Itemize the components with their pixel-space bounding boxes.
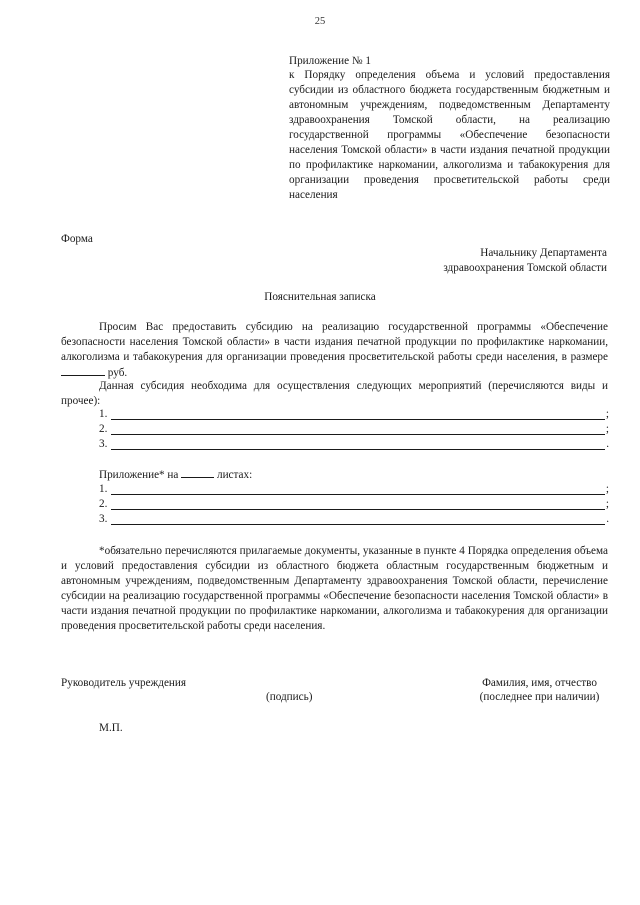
activities-paragraph: Данная субсидия необходима для осуществления следующих мероприятий (перечисляются виды и прочее): [61,380,608,407]
signature-caption: (подпись) [266,691,313,703]
activity-row[interactable] [99,437,609,452]
activity-row-punct: ; [605,408,609,420]
addressee-line-1: Начальнику Департамента [480,247,607,259]
attachment-row-blank[interactable] [111,483,605,495]
appendix-text: к Порядку определения объема и условий предоставления субсидии из областного бюджета государственным бюджетным и автономным учреждениям, подведомственным Департаменту здравоохранения Томской области, на реализацию государственной программы «Обеспечение безопасности населения Томской области» в части издания печатной продукции по профилактике наркомании, алкоголизма и табакокурения для организации проведения просветительской работы среди населения [289,69,610,201]
attachment-row-punct: . [606,513,609,525]
stamp-place: М.П. [99,722,123,734]
attachment-line [99,467,252,483]
form-label: Форма [61,233,93,245]
activity-row-punct: ; [605,423,609,435]
amount-blank[interactable] [61,365,105,376]
attachment-row[interactable] [99,497,609,512]
attachment-row[interactable] [99,512,609,527]
activity-row-number: 2. [99,423,108,435]
page-number: 25 [314,16,326,27]
appendix-title: Приложение № 1 [289,55,371,67]
attachment-row-punct: ; [605,483,609,495]
attachment-row[interactable] [99,482,609,497]
activity-row-blank[interactable] [111,423,605,435]
attachment-row-blank[interactable] [111,498,605,510]
activity-row-number: 1. [99,408,108,420]
activity-row[interactable] [99,422,609,437]
activity-row[interactable] [99,407,609,422]
addressee-line-2: здравоохранения Томской области [443,262,607,274]
attachment-row-number: 3. [99,513,108,525]
attachment-row-number: 1. [99,483,108,495]
head-label: Руководитель учреждения [61,677,187,689]
document-title: Пояснительная записка [264,291,376,303]
attachment-prefix: Приложение* на [99,469,182,481]
activity-row-blank[interactable] [111,438,605,450]
attachment-row-number: 2. [99,498,108,510]
attachment-suffix: листах: [214,469,253,481]
full-name-caption: (последнее при наличии) [479,691,600,703]
attachment-row-blank[interactable] [111,513,605,525]
request-paragraph [61,320,608,381]
addressee-block [300,246,607,276]
footnote-paragraph: *обязательно перечисляются прилагаемые документы, указанные в пункте 4 Порядка определения объема и условий предоставления субсидии из областного бюджета областным государственным бюджетным и автономным учреждениям, подведомственным Департаменту здравоохранения Томской области, перечисление субсидии на реализацию государственной программы «Обеспечение безопасности населения Томской области» в части издания печатной продукции по профилактике наркомании, алкоголизма и табакокурения для организации проведения просветительской работы среди населения. [61,545,608,632]
attachment-row-punct: ; [605,498,609,510]
activity-row-punct: . [606,438,609,450]
currency-text: руб. [105,367,128,379]
full-name-label: Фамилия, имя, отчество [482,677,597,689]
request-text: Просим Вас предоставить субсидию на реализацию государственной программы «Обеспечение безопасности населения Томской области» в части издания печатной продукции по профилактике наркомании, алкоголизма и табакокурения для организации проведения просветительской работы среди населения, в размере [61,321,608,363]
activity-row-blank[interactable] [111,408,605,420]
sheets-blank[interactable] [181,467,214,478]
activity-row-number: 3. [99,438,108,450]
